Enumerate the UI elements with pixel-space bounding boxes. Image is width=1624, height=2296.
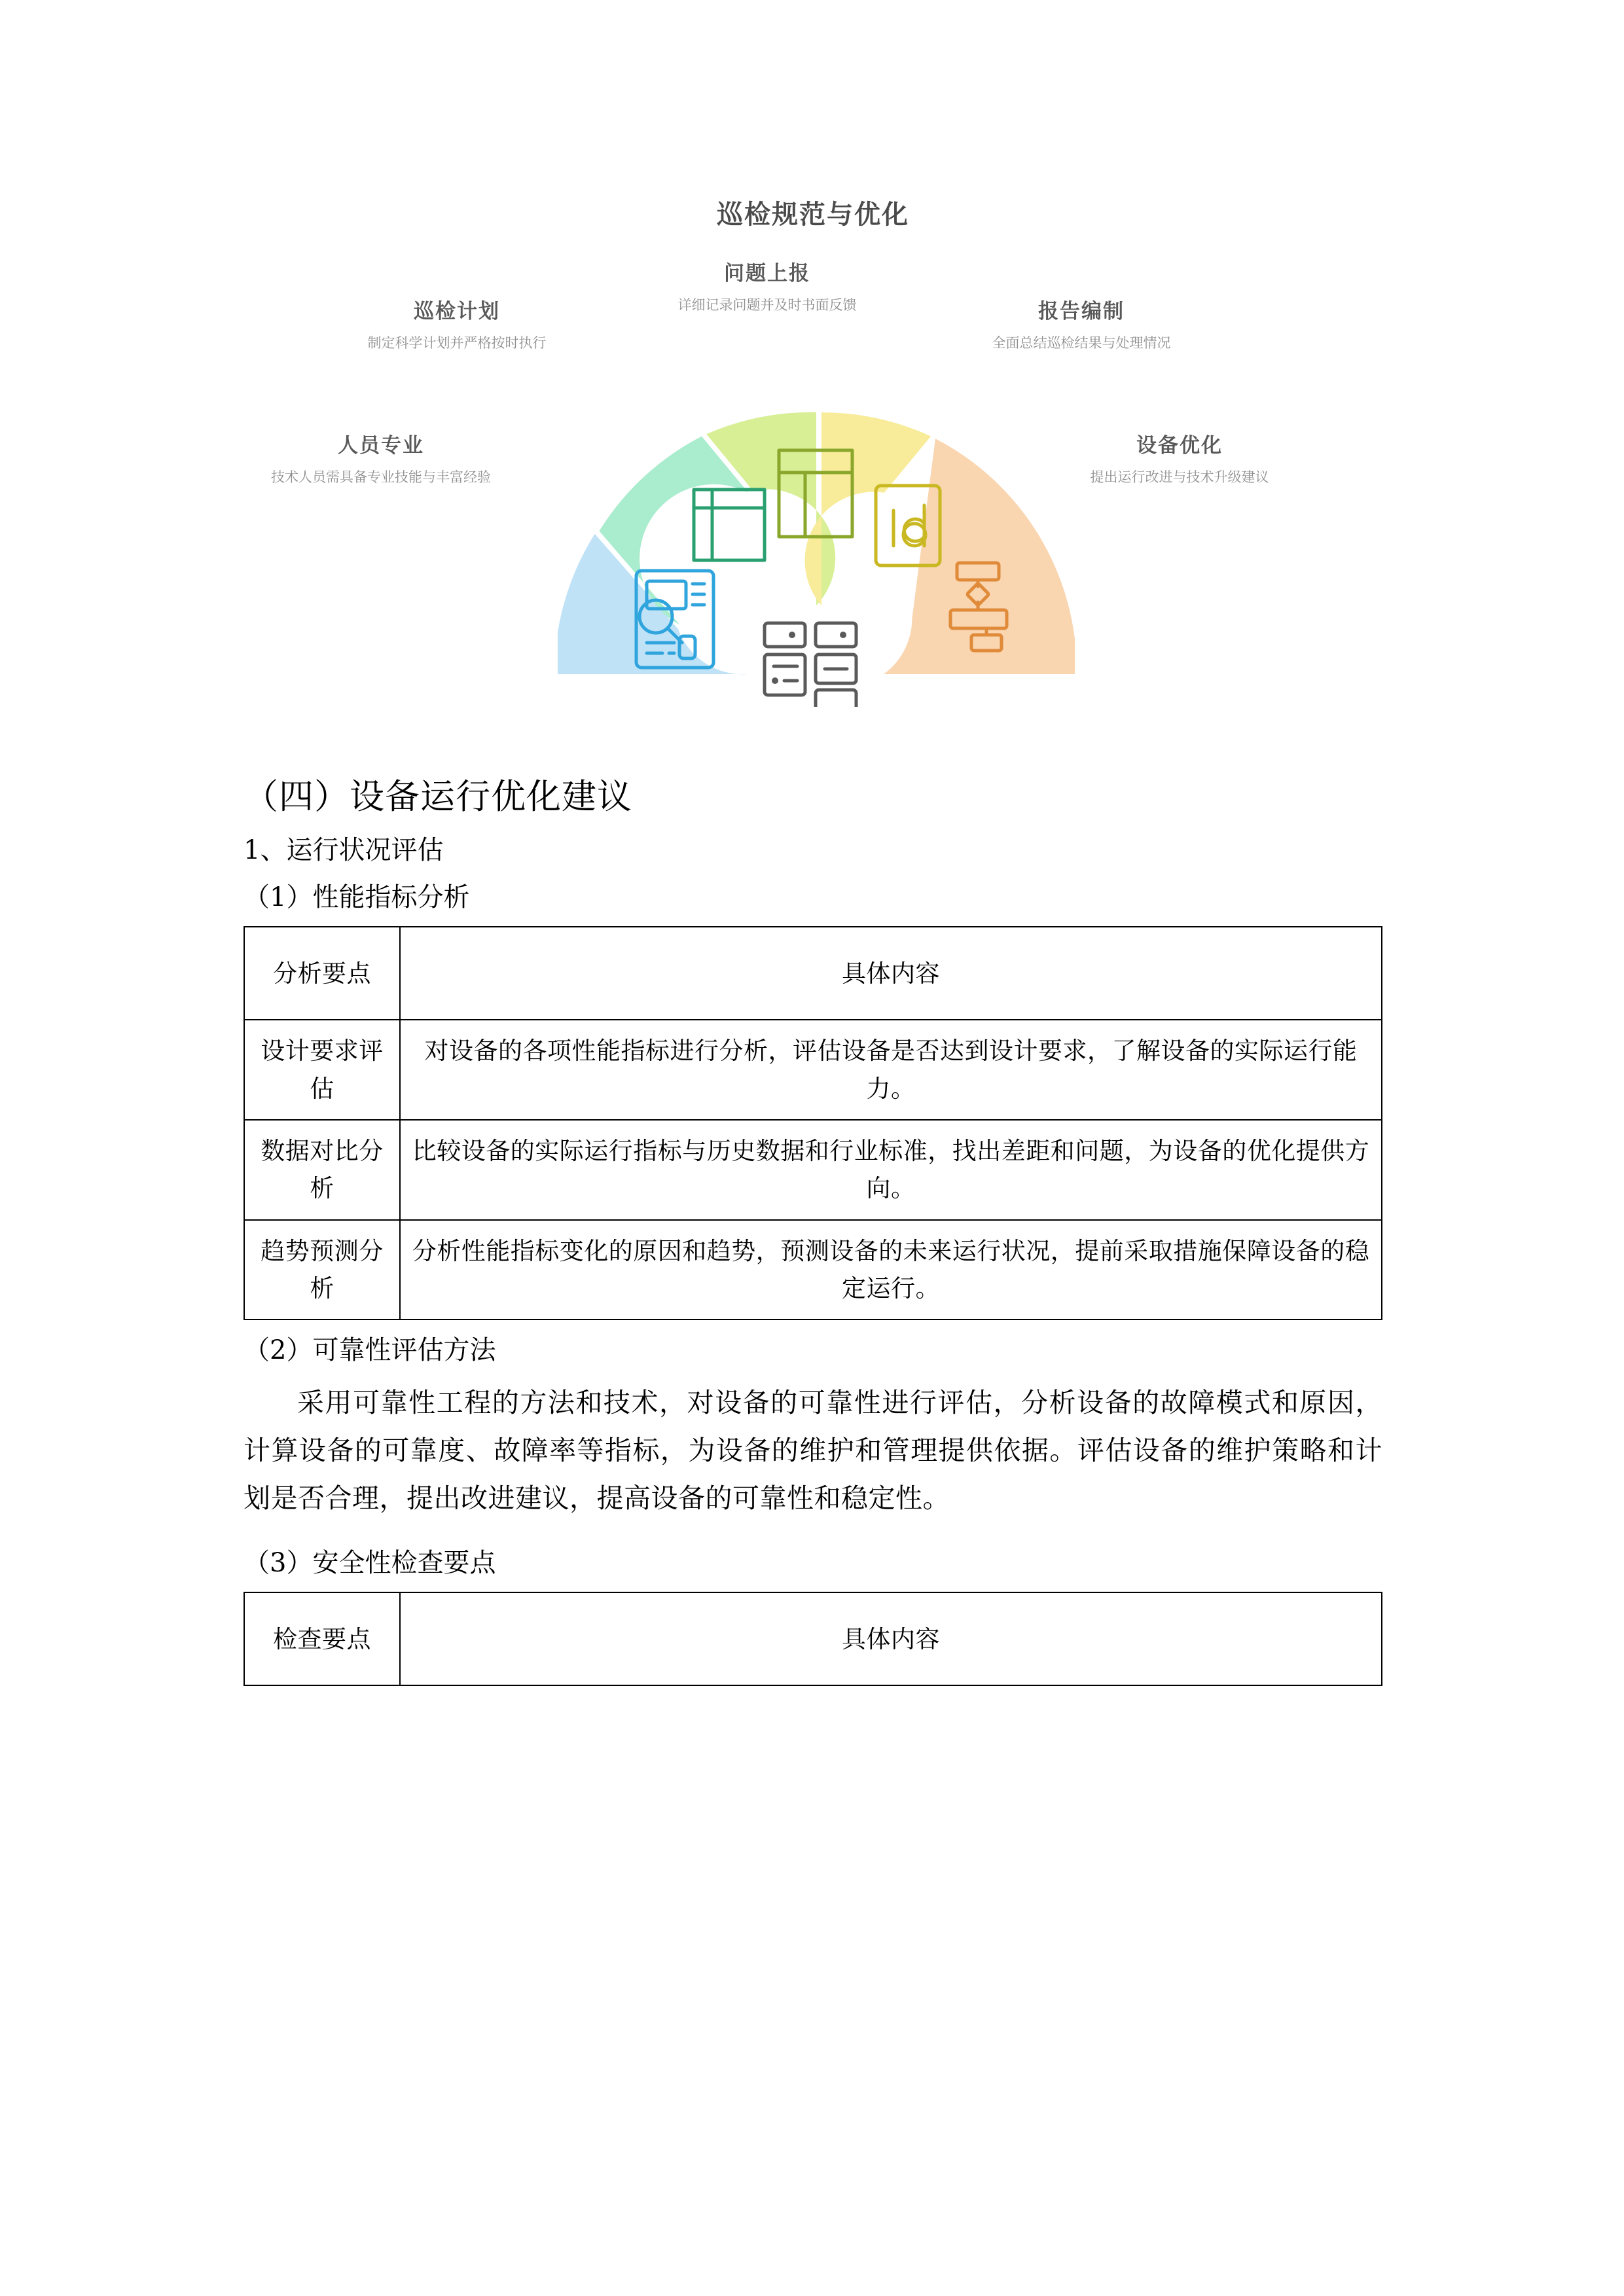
- infographic-node-plan: [326, 295, 588, 353]
- node-plan-title: 巡检计划: [414, 300, 500, 323]
- table-row: [244, 1220, 1382, 1320]
- heading-performance-analysis: （1）性能指标分析: [244, 882, 470, 913]
- table1-row1-value: 比较设备的实际运行指标与历史数据和行业标准，找出差距和问题，为设备的优化提供方向。: [400, 1120, 1382, 1220]
- fan-arc-chart: [558, 393, 1075, 707]
- infographic-node-staff: [250, 429, 512, 487]
- table1-row2-key: 趋势预测分析: [244, 1220, 400, 1320]
- table-row: [244, 1020, 1382, 1120]
- sector-orange: [884, 439, 1075, 674]
- page-content: [244, 0, 1382, 1699]
- table2-header-value: 具体内容: [400, 1592, 1382, 1685]
- node-report-title: 问题上报: [724, 262, 810, 285]
- table1-row1-key: 数据对比分析: [244, 1120, 400, 1220]
- table1-row2-value: 分析性能指标变化的原因和趋势，预测设备的未来运行状况，提前采取措施保障设备的稳定运行。: [400, 1220, 1382, 1320]
- infographic-title: 巡检规范与优化: [717, 200, 909, 230]
- node-staff-desc: 技术人员需具备专业技能与丰富经验: [271, 469, 491, 485]
- infographic-node-compile: [950, 295, 1212, 353]
- node-plan-desc: 制定科学计划并严格按时执行: [367, 335, 547, 351]
- layout-table-icon: [694, 490, 765, 560]
- table-header-row: [244, 927, 1382, 1020]
- card-grid-icon: [765, 623, 856, 707]
- table2-header-key: 检查要点: [244, 1592, 400, 1685]
- table-row: [244, 1120, 1382, 1220]
- table-header-row: [244, 1592, 1382, 1685]
- node-staff-title: 人员专业: [338, 434, 424, 457]
- infographic-node-report: [636, 257, 898, 315]
- paragraph-reliability: 采用可靠性工程的方法和技术，对设备的可靠性进行评估，分析设备的故障模式和原因，计算设备的可靠度、故障率等指标，为设备的维护和管理提供依据。评估设备的维护策略和计划是否合理，提出改进建议，提高设备的可靠性和稳定性。: [244, 1387, 1382, 1515]
- table1-header-key: 分析要点: [244, 927, 400, 1020]
- node-report-desc: 详细记录问题并及时书面反馈: [677, 297, 857, 313]
- table-safety-check: [244, 1592, 1382, 1686]
- heading-reliability-method: （2）可靠性评估方法: [244, 1335, 496, 1366]
- table-performance-analysis: [244, 926, 1382, 1320]
- infographic-inspection-standards: [244, 0, 1382, 776]
- node-compile-title: 报告编制: [1038, 300, 1125, 323]
- node-equip-title: 设备优化: [1136, 434, 1223, 457]
- node-compile-desc: 全面总结巡检结果与处理情况: [992, 335, 1171, 351]
- heading-operation-assessment: 1、运行状况评估: [244, 835, 444, 866]
- heading-safety-check: （3）安全性检查要点: [244, 1548, 496, 1579]
- page-title: （四）设备运行优化建议: [244, 777, 632, 817]
- table1-header-value: 具体内容: [400, 927, 1382, 1020]
- table1-row0-key: 设计要求评估: [244, 1020, 400, 1120]
- node-equip-desc: 提出运行改进与技术升级建议: [1090, 469, 1269, 485]
- infographic-node-equip: [1049, 429, 1310, 487]
- table1-row0-value: 对设备的各项性能指标进行分析，评估设备是否达到设计要求，了解设备的实际运行能力。: [400, 1020, 1382, 1120]
